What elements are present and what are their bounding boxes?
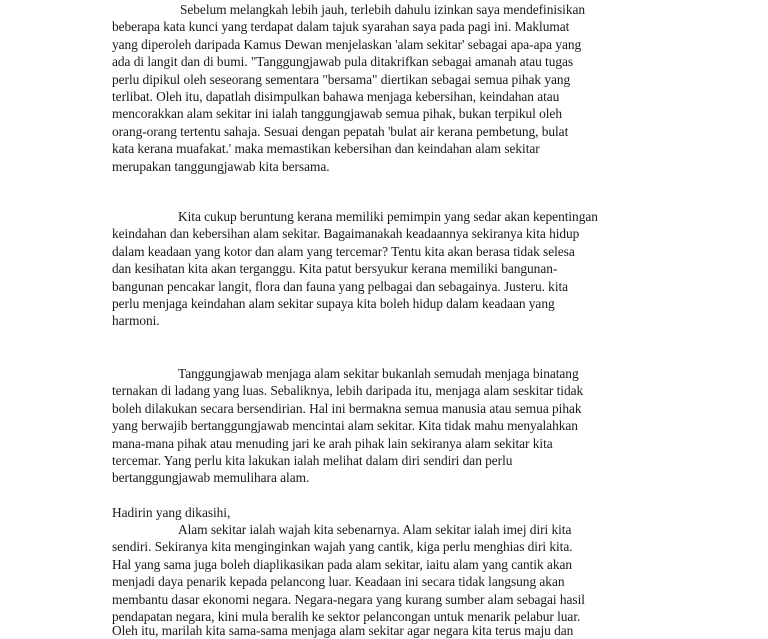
text-line: Alam sekitar ialah wajah kita sebenarnya. Alam sekitar ialah imej diri kita — [178, 522, 572, 537]
greeting-text: Hadirin yang dikasihi, — [112, 505, 231, 520]
text-line: Tanggungjawab menjaga alam sekitar bukanlah semudah menjaga binatang — [178, 366, 579, 381]
text-line: keindahan dan kebersihan alam sekitar. Bagaimanakah keadaannya sekiranya kita hidup — [112, 226, 580, 242]
text-line: mana-mana pihak atau menuding jari ke arah pihak lain sekiranya alam sekitar kita — [112, 435, 553, 451]
text-line: kata kerana muafakat.' maka memastikan kebersihan dan keindahan alam sekitar — [112, 141, 540, 157]
cut-off-line-container — [112, 622, 660, 638]
text-line: Sebelum melangkah lebih jauh, terlebih dahulu izinkan saya mendefinisikan — [180, 2, 586, 17]
text-line: yang berwajib bertanggungjawab mencintai alam sekitar. Kita tidak mahu menyalahkan — [112, 418, 578, 434]
text-line: beberapa kata kunci yang terdapat dalam tajuk syarahan saya pada pagi ini. Maklumat — [112, 19, 570, 35]
text-line: membantu dasar ekonomi negara. Negara-negara yang kurang sumber alam sebagai hasil — [112, 591, 585, 607]
paragraph-definition — [112, 1, 660, 175]
text-line: mencorakkan alam sekitar ini ialah tanggungjawab semua pihak, bukan terpikul oleh — [112, 106, 562, 122]
text-line: boleh dilakukan secara bersendirian. Hal ini bermakna semua manusia atau semua pihak — [112, 400, 582, 416]
text-line: bertanggungjawab memulihara alam. — [112, 470, 310, 486]
text-line: merupakan tanggungjawab kita bersama. — [112, 158, 330, 174]
text-line: terlibat. Oleh itu, dapatlah disimpulkan bahawa menjaga kebersihan, keindahan atau — [112, 88, 560, 104]
text-line: ada di langit dan di bumi. "Tanggungjawab pula ditakrifkan sebagai amanah atau tugas — [112, 54, 574, 70]
text-line: perlu dipikul oleh seseorang sementara "bersama" diertikan sebagai semua pihak yang — [112, 71, 571, 87]
text-line: Hal yang sama juga boleh diaplikasikan pada alam sekitar, iaitu alam yang cantik akan — [112, 556, 573, 572]
text-line: menjadi daya penarik kepada pelancong luar. Keadaan ini secara tidak langsung akan — [112, 574, 565, 590]
text-line: perlu menjaga keindahan alam sekitar supaya kita boleh hidup dalam keadaan yang — [112, 295, 555, 311]
text-line: Kita cukup beruntung kerana memiliki pemimpin yang sedar akan kepentingan — [178, 209, 598, 224]
text-line: pendapatan negara, kini mula beralih ke sektor pelancongan untuk menarik pelabur luar. — [112, 608, 581, 624]
text-line: orang-orang tertentu sahaja. Sesuai dengan pepatah 'bulat air kerana pembetung, bulat — [112, 123, 569, 139]
paragraph-fortunate — [112, 208, 660, 330]
text-line: sendiri. Sekiranya kita menginginkan wajah yang cantik, kiga perlu menghias diri kita. — [112, 539, 573, 555]
text-line: yang diperoleh daripada Kamus Dewan menjelaskan 'alam sekitar' sebagai apa-apa yang — [112, 36, 582, 52]
greeting — [112, 504, 660, 521]
text-line: harmoni. — [112, 313, 160, 329]
text-line: dalam keadaan yang kotor dan alam yang tercemar? Tentu kita akan berasa tidak selesa — [112, 243, 575, 259]
text-line-cut-off: Oleh itu, marilah kita sama-sama menjaga alam sekitar agar negara kita terus maju dan — [112, 623, 574, 638]
text-line: tercemar. Yang perlu kita lakukan ialah melihat dalam diri sendiri dan perlu — [112, 452, 513, 468]
paragraph-face — [112, 521, 660, 625]
text-line: ternakan di ladang yang luas. Sebaliknya, lebih daripada itu, menjaga alam seskitar tidak — [112, 383, 584, 399]
paragraph-responsibility — [112, 365, 660, 487]
text-line: dan kesihatan kita akan terganggu. Kita patut bersyukur kerana memiliki bangunan- — [112, 261, 558, 277]
text-line: bangunan pencakar langit, flora dan fauna yang pelbagai dan sebagainya. Justeru. kita — [112, 278, 569, 294]
